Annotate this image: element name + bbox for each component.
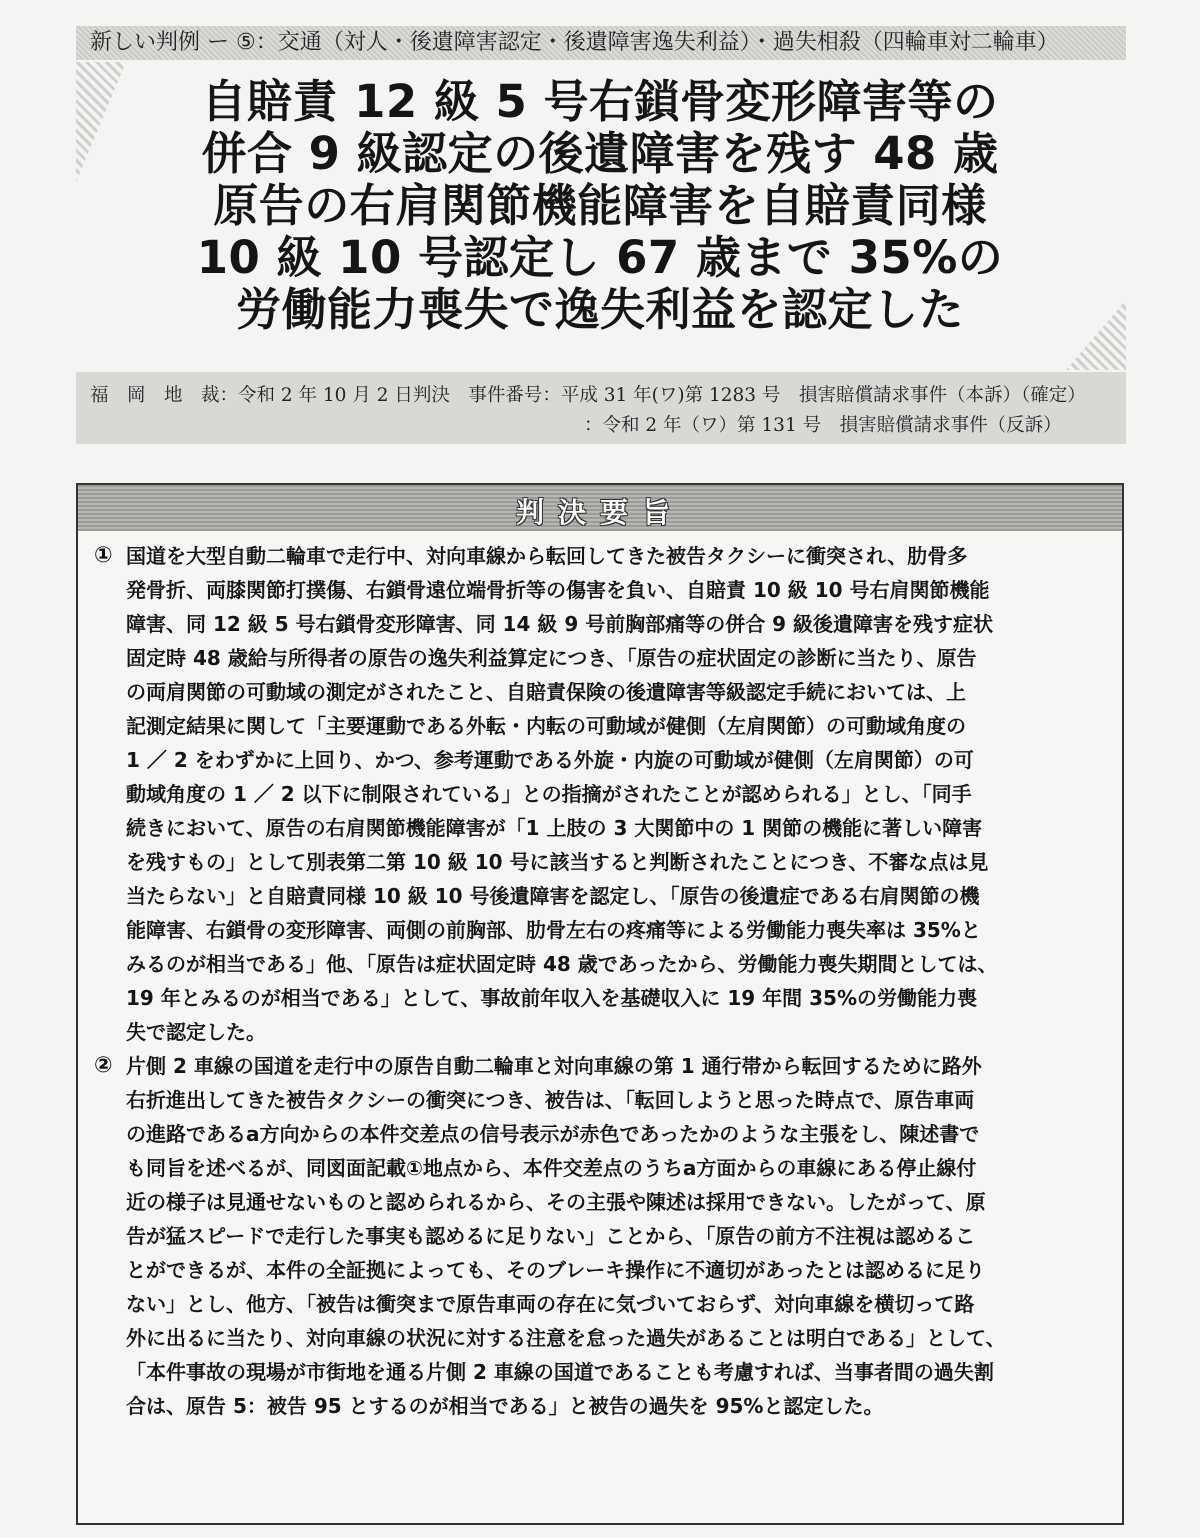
summary-text-line: とができるが、本件の全証拠によっても、そのブレーキ操作に不適切があったとは認めるに足り — [126, 1258, 985, 1282]
headline-line: 併合 9 級認定の後遺障害を残す 48 歳 — [201, 127, 999, 180]
summary-text-line: 続きにおいて、原告の右肩関節機能障害が「1 上肢の 3 大関節中の 1 関節の機能に著しい障害 — [126, 816, 983, 840]
summary-text-line: を残すもの」として別表第二第 10 級 10 号に該当すると判断されたことにつき、不審な点は見 — [126, 850, 989, 874]
summary-text-line: も同旨を述べるが、同図面記載①地点から、本件交差点のうちa方面からの車線にある停止線付 — [126, 1156, 977, 1180]
judgment-summary-box — [76, 483, 1124, 1525]
point-number: ② — [94, 1053, 113, 1078]
summary-text-line: 19 年とみるのが相当である」として、事故前年収入を基礎収入に 19 年間 35%の労働能力喪 — [126, 986, 977, 1010]
summary-text-line: 右折進出してきた被告タクシーの衝突につき、被告は、「転回しようと思った時点で、原告車両 — [126, 1088, 975, 1112]
summary-point-1 — [94, 539, 1108, 1049]
summary-text-line: 発骨折、両膝関節打撲傷、右鎖骨遠位端骨折等の傷害を負い、自賠責 10 級 10 号右肩関節機能 — [126, 578, 990, 602]
court-line-1: 福 岡 地 裁：令和 2 年 10 月 2 日判決 事件番号：平成 31 年(ワ)第 1283 号 損害賠償請求事件（本訴）（確定） — [90, 385, 1086, 406]
decorative-hatch — [76, 62, 126, 182]
summary-point-2 — [94, 1049, 1108, 1423]
category-bar — [76, 26, 1126, 60]
headline-line: 労働能力喪失で逸失利益を認定した — [235, 283, 964, 336]
summary-text-line: の両肩関節の可動域の測定がされたこと、自賠責保険の後遺障害等級認定手続においては、上 — [126, 680, 966, 704]
court-info — [76, 372, 1126, 444]
point-number: ① — [94, 543, 113, 568]
summary-text-line: 当たらない」と自賠責同様 10 級 10 号後遺障害を認定し、「原告の後遺症である右肩関節の機 — [126, 884, 980, 908]
summary-text-line: みるのが相当である」他、「原告は症状固定時 48 歳であったから、労働能力喪失期間としては、 — [126, 952, 998, 976]
summary-text-line: 片側 2 車線の国道を走行中の原告自動二輪車と対向車線の第 1 通行帯から転回するために路外 — [126, 1054, 982, 1078]
headline-line: 自賠責 12 級 5 号右鎖骨変形障害等の — [201, 75, 999, 128]
summary-text-line: の進路であるa方向からの本件交差点の信号表示が赤色であったかのような主張をし、陳述書で — [126, 1122, 980, 1146]
court-line-2: ：令和 2 年（ワ）第 131 号 損害賠償請求事件（反訴） — [584, 415, 1062, 436]
summary-text-line: 外に出るに当たり、対向車線の状況に対する注意を怠った過失があることは明白である」として、 — [126, 1326, 1006, 1350]
category-label: 新しい判例 ー ⑤：交通（対人・後遺障害認定・後遺障害逸失利益）・過失相殺（四輪車対二輪車） — [90, 30, 1059, 55]
summary-text-line: 近の様子は見通せないものと認められるから、その主張や陳述は採用できない。したがって、原 — [126, 1190, 986, 1214]
summary-text-line: 国道を大型自動二輪車で走行中、対向車線から転回してきた被告タクシーに衝突され、肋骨多 — [126, 544, 968, 568]
summary-text-line: 合は、原告 5：被告 95 とするのが相当である」と被告の過失を 95%と認定した。 — [126, 1394, 884, 1418]
summary-text-line: 1 ／ 2 をわずかに上回り、かつ、参考運動である外旋・内旋の可動域が健側（左肩関節）の可 — [126, 748, 974, 772]
headline-line: 10 級 10 号認定し 67 歳まで 35%の — [196, 231, 1004, 284]
summary-text-line: 固定時 48 歳給与所得者の原告の逸失利益算定につき、「原告の症状固定の診断に当たり、原告 — [126, 646, 977, 670]
summary-text-line: 障害、同 12 級 5 号右鎖骨変形障害、同 14 級 9 号前胸部痛等の併合 9 級後遺障害を残す症状 — [126, 612, 994, 636]
summary-text-line: 動域角度の 1 ／ 2 以下に制限されている」との指摘がされたことが認められる」とし、「同手 — [126, 782, 972, 806]
summary-text-line: 能障害、右鎖骨の変形障害、両側の前胸部、肋骨左右の疼痛等による労働能力喪失率は 35%と — [126, 918, 981, 942]
headline — [130, 76, 1070, 336]
summary-text-line: ない」とし、他方、「被告は衝突まで原告車両の存在に気づいておらず、対向車線を横切って路 — [126, 1292, 975, 1316]
headline-line: 原告の右肩関節機能障害を自賠責同様 — [213, 179, 987, 232]
summary-text-line: 記測定結果に関して「主要運動である外転・内転の可動域が健側（左肩関節）の可動域角度の — [126, 714, 966, 738]
summary-text-line: 「本件事故の現場が市街地を通る片側 2 車線の国道であることも考慮すれば、当事者間の過失割 — [126, 1360, 994, 1384]
summary-text-line: 失で認定した。 — [126, 1020, 266, 1044]
summary-text-line: 告が猛スピードで走行した事実も認めるに足りない」ことから、「原告の前方不注視は認めるこ — [126, 1224, 976, 1248]
summary-header — [78, 485, 1122, 531]
decorative-hatch — [1066, 300, 1126, 370]
summary-title: 判決要旨 — [515, 496, 684, 529]
